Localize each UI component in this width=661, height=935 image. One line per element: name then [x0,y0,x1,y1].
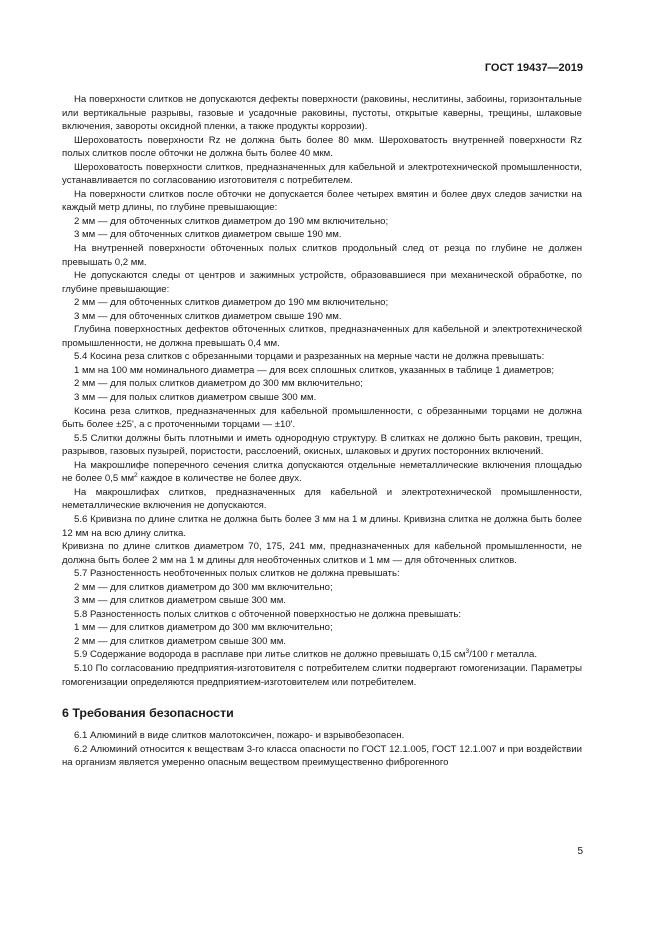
text-span: каждое в количестве не более двух. [137,473,302,485]
document-body [62,93,582,770]
document-header: ГОСТ 19437—2019 [484,62,583,74]
list-item: 2 мм — для обточенных слитков диаметром до 190 мм включительно; [74,297,389,309]
clause-6-1: 6.1 Алюминий в виде слитков малотоксичен, пожаро- и взрывобезопасен. [74,730,405,742]
list-item: 2 мм — для обточенных слитков диаметром до 190 мм включительно; [74,215,389,227]
paragraph: Косина реза слитков, предназначенных для кабельной промышленности, с обрезанными торцами не должна быть более ±25', а с проточенными торцами — ±10'. [62,405,582,431]
clause-5-10: 5.10 По согласованию предприятия-изготовителя с потребителем слитки подвергают гомогенизации. Параметры гомогенизации определяются предприятием-изготовителем или потребителем. [62,662,582,688]
section-title: 6 Требования безопасности [62,706,234,721]
paragraph: Шероховатость поверхности Rz не должна быть более 80 мкм. Шероховатость внутренней поверхности Rz полых слитков после обточки не должна быть более 40 мкм. [62,134,582,160]
list-item: 2 мм — для слитков диаметром свыше 300 мм. [74,635,286,647]
text-span: 5.9 Содержание водорода в расплаве при литье слитков не должно превышать 0,15 см [74,649,466,661]
superscript: 2 [134,472,138,480]
clause-5-6: 5.6 Кривизна по длине слитка не должна быть более 3 мм на 1 м длины. Кривизна слитка не должна быть более 12 мм на всю длину слитка. [62,513,582,539]
clause-6-2: 6.2 Алюминий относится к веществам 3-го класса опасности по ГОСТ 12.1.005, ГОСТ 12.1.007 и при воздействии на организм является умеренно опасным веществом преимущественно фиброгенного [62,743,582,769]
paragraph: Глубина поверхностных дефектов обточенных слитков, предназначенных для кабельной и электротехнической промышленности, не должна превышать 0,4 мм. [62,324,582,349]
clause-5-9 [62,648,582,662]
superscript: 3 [465,648,470,656]
clause-5-8: 5.8 Разностенность полых слитков с обточенной поверхностью не должна превышать: [74,608,462,620]
macro-inclusion-paragraph [62,459,582,486]
paragraph: На поверхности слитков после обточки не допускается более четырех вмятин и более двух следов зачистки на каждый метр длины, по глубине превышающие: [62,188,582,214]
clause-5-4: 5.4 Косина реза слитков с обрезанными торцами и разрезанных на мерные части не должна превышать: [74,351,545,363]
curvature-paragraph: Кривизна по длине слитков диаметром 70, 175, 241 мм, предназначенных для кабельной промышленности, не должна быть более 2 мм на 1 м длины для необточенных слитков и 1 мм — для обточенных слитков. [62,541,582,566]
list-item: 1 мм на 100 мм номинального диаметра — для всех сплошных слитков, указанных в таблице 1 диаметров; [74,364,555,376]
page-number: 5 [577,846,583,857]
list-item: 3 мм — для обточенных слитков диаметром свыше 190 мм. [74,310,342,322]
paragraph: Шероховатость поверхности слитков, предназначенных для кабельной и электротехнической промышленности, устанавливается по согласованию изготовителя с потребителем. [62,161,582,187]
list-item: 3 мм — для полых слитков диаметром свыше 300 мм. [74,392,317,404]
list-item: 2 мм — для полых слитков диаметром до 300 мм включительно; [74,378,363,390]
text-span: /100 г металла. [469,649,538,661]
paragraph: Не допускаются следы от центров и зажимных устройств, образовавшиеся при механической обработке, по глубине превышающие: [62,270,582,295]
list-item: 3 мм — для обточенных слитков диаметром свыше 190 мм. [74,229,342,241]
text-span: На макрошлифе поперечного сечения слитка допускаются отдельные неметаллические включения площадью не более 0,5 мм [62,459,582,485]
clause-5-7: 5.7 Разностенность необточенных полых слитков не должна превышать: [74,568,400,580]
list-item: 1 мм — для слитков диаметром до 300 мм включительно; [74,622,333,634]
paragraph: На внутренней поверхности обточенных полых слитков продольный след от резца по глубине не должен превышать 0,2 мм. [62,243,582,268]
list-item: 2 мм — для слитков диаметром до 300 мм включительно; [74,581,333,593]
paragraph: На макрошлифах слитков, предназначенных для кабельной и электротехнической промышленности, неметаллические включения не допускаются. [62,486,582,512]
paragraph: На поверхности слитков не допускаются дефекты поверхности (раковины, неслитины, забоины, горизонтальные или вертикальные разрывы, газовые и усадочные раковины, пустоты, открытые каверны, трещины, шлаковые включения, завороты оксидной пленки, а также продукты коррозии). [62,94,582,133]
clause-5-5: 5.5 Слитки должны быть плотными и иметь однородную структуру. В слитках не должно быть раковин, трещин, разрывов, газовых пузырей, пористости, расслоений, окисных, шлаковых и других посторонних включений. [62,432,582,458]
list-item: 3 мм — для слитков диаметром свыше 300 мм. [74,595,286,607]
